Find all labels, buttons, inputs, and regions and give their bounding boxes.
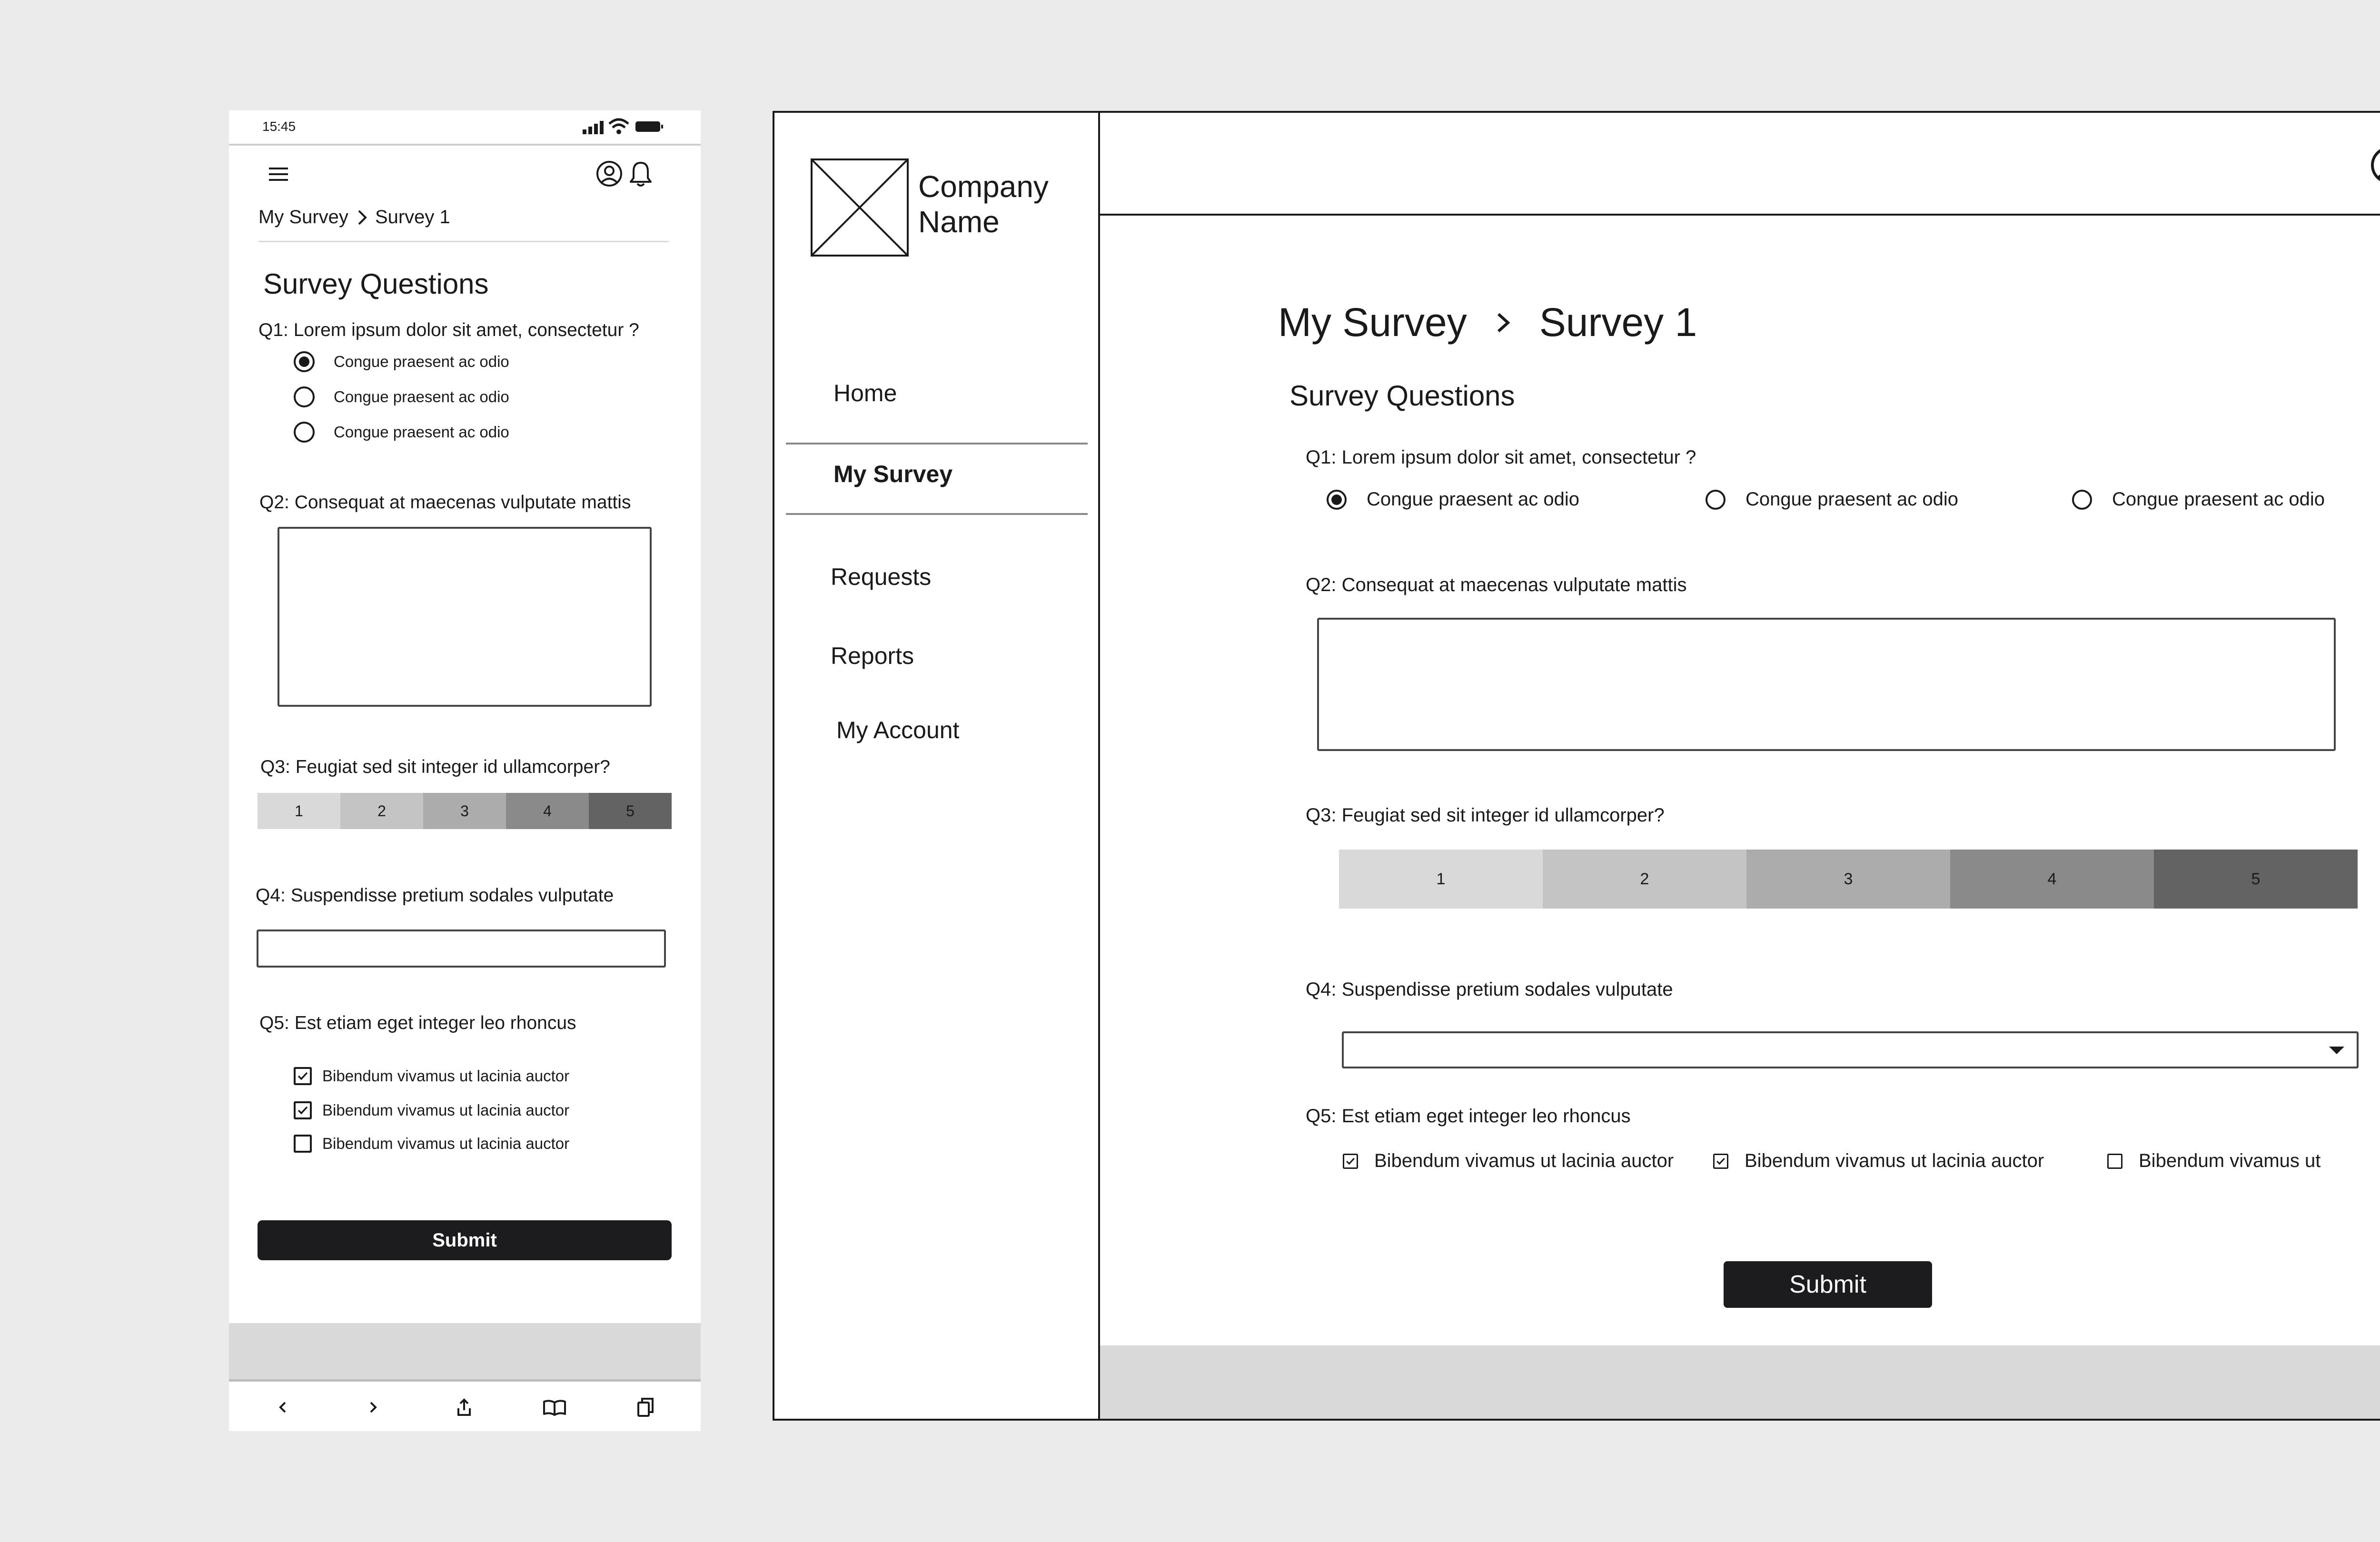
radio-option[interactable] <box>294 422 509 443</box>
question-label: Q3: Feugiat sed sit integer id ullamcorper? <box>260 757 610 777</box>
option-label: Congue praesent ac odio <box>334 388 509 405</box>
forward-icon[interactable] <box>359 1394 386 1421</box>
breadcrumb-parent[interactable]: My Survey <box>258 207 348 227</box>
rating-scale <box>1339 850 2358 909</box>
browser-toolbar <box>229 1379 701 1431</box>
submit-button[interactable]: Submit <box>1724 1261 1932 1308</box>
status-bar <box>229 110 701 146</box>
answer-dropdown[interactable] <box>1342 1031 2359 1068</box>
company-name <box>918 169 1049 239</box>
breadcrumb-current: Survey 1 <box>1539 300 1697 345</box>
breadcrumb-parent[interactable]: My Survey <box>1278 300 1467 345</box>
option-label: Congue praesent ac odio <box>334 423 509 441</box>
company-name-line1: Company <box>918 169 1049 204</box>
question-label: Q1: Lorem ipsum dolor sit amet, consectetur ? <box>258 320 639 340</box>
divider <box>258 241 669 242</box>
radio-option[interactable] <box>294 351 509 372</box>
answer-input[interactable] <box>257 929 666 968</box>
question-label: Q1: Lorem ipsum dolor sit amet, consectetur ? <box>1306 447 1696 468</box>
option-label: Congue praesent ac odio <box>1745 489 1958 510</box>
company-name-line2: Name <box>918 205 1000 239</box>
logo-placeholder <box>811 158 909 257</box>
breadcrumb <box>258 207 450 228</box>
rating-option-3[interactable]: 3 <box>1746 850 1950 909</box>
rating-scale <box>258 793 672 829</box>
radio-option[interactable] <box>294 386 509 407</box>
sidebar <box>774 113 1100 1419</box>
rating-option-2[interactable]: 2 <box>340 793 423 829</box>
check-icon <box>1715 1155 1727 1167</box>
share-icon[interactable] <box>451 1394 477 1421</box>
radio-option[interactable] <box>2072 489 2325 510</box>
user-icon[interactable] <box>2370 145 2380 185</box>
check-icon <box>296 1103 310 1117</box>
question-label: Q3: Feugiat sed sit integer id ullamcorper? <box>1306 805 1665 826</box>
option-label: Bibendum vivamus ut lacinia auctor <box>322 1101 570 1119</box>
nav-divider <box>786 513 1088 515</box>
checkbox-checked[interactable] <box>1343 1154 1358 1169</box>
checkbox-option[interactable] <box>294 1135 569 1153</box>
bell-icon[interactable] <box>628 160 654 188</box>
signal-icon <box>582 120 605 134</box>
rating-option-5[interactable]: 5 <box>589 793 672 829</box>
image-placeholder-icon <box>813 160 907 255</box>
option-label: Congue praesent ac odio <box>334 353 509 370</box>
back-icon[interactable] <box>270 1394 297 1421</box>
radio-option[interactable] <box>1706 489 1958 510</box>
option-label: Bibendum vivamus ut lacinia auctor <box>1374 1150 1674 1171</box>
footer-bar <box>1100 1345 2380 1419</box>
checkbox-option[interactable] <box>294 1067 569 1085</box>
nav-divider <box>786 443 1088 445</box>
wifi-icon <box>608 118 629 134</box>
radio-button[interactable] <box>294 386 315 407</box>
question-label: Q4: Suspendisse pretium sodales vulputate <box>256 885 614 906</box>
option-label: Congue praesent ac odio <box>2112 489 2325 510</box>
checkbox-option[interactable] <box>2107 1150 2320 1172</box>
user-icon[interactable] <box>595 160 623 188</box>
option-label: Bibendum vivamus ut lacinia auctor <box>1745 1150 2044 1171</box>
option-label: Bibendum vivamus ut lacinia auctor <box>322 1067 570 1085</box>
checkbox-option[interactable] <box>294 1101 569 1119</box>
sidebar-item-my-survey[interactable]: My Survey <box>833 461 953 487</box>
answer-textarea[interactable] <box>278 527 652 707</box>
bookmarks-icon[interactable] <box>541 1394 568 1421</box>
mobile-screen <box>229 110 701 1431</box>
desktop-screen <box>773 111 2380 1421</box>
rating-option-4[interactable]: 4 <box>506 793 589 829</box>
chevron-right-icon <box>1494 308 1513 337</box>
question-label: Q5: Est etiam eget integer leo rhoncus <box>1306 1106 1631 1127</box>
battery-icon <box>635 121 664 132</box>
tabs-icon[interactable] <box>632 1394 658 1421</box>
sidebar-item-home[interactable]: Home <box>833 380 897 406</box>
checkbox-checked[interactable] <box>1713 1154 1728 1169</box>
question-label: Q2: Consequat at maecenas vulputate mattis <box>259 492 631 513</box>
radio-button[interactable] <box>2072 490 2092 510</box>
check-icon <box>1344 1155 1357 1167</box>
page-title: Survey Questions <box>263 268 489 300</box>
status-time: 15:45 <box>262 119 296 134</box>
page-title: Survey Questions <box>1289 380 1515 412</box>
option-label: Bibendum vivamus ut lacinia auctor <box>322 1135 570 1152</box>
checkbox-checked[interactable] <box>294 1067 312 1085</box>
radio-button[interactable] <box>1706 490 1726 510</box>
rating-option-2[interactable]: 2 <box>1543 850 1746 909</box>
caret-down-icon <box>2328 1045 2345 1056</box>
rating-option-1[interactable]: 1 <box>1339 850 1543 909</box>
radio-button-selected[interactable] <box>294 351 315 372</box>
checkbox[interactable] <box>2107 1154 2122 1169</box>
radio-option[interactable] <box>1327 489 1579 510</box>
radio-button[interactable] <box>294 422 315 443</box>
browser-bar <box>229 1323 701 1379</box>
answer-textarea[interactable] <box>1317 618 2336 751</box>
rating-option-5[interactable]: 5 <box>2154 850 2358 909</box>
submit-button[interactable]: Submit <box>258 1220 672 1260</box>
menu-icon[interactable] <box>267 163 290 186</box>
radio-button-selected[interactable] <box>1327 490 1347 510</box>
sidebar-item-reports[interactable]: Reports <box>831 642 914 669</box>
checkbox-option[interactable] <box>1713 1150 2044 1172</box>
checkbox-option[interactable] <box>1343 1150 1674 1172</box>
breadcrumb <box>1278 299 1697 346</box>
question-label: Q2: Consequat at maecenas vulputate mattis <box>1306 574 1687 595</box>
chevron-right-icon <box>355 208 368 227</box>
rating-option-3[interactable]: 3 <box>423 793 506 829</box>
option-label: Bibendum vivamus ut <box>2139 1150 2321 1171</box>
question-label: Q4: Suspendisse pretium sodales vulputate <box>1306 979 1673 1000</box>
rating-option-4[interactable]: 4 <box>1950 850 2154 909</box>
sidebar-item-requests[interactable]: Requests <box>831 563 932 590</box>
question-label: Q5: Est etiam eget integer leo rhoncus <box>259 1013 576 1033</box>
checkbox-checked[interactable] <box>294 1101 312 1119</box>
checkbox[interactable] <box>294 1135 312 1153</box>
rating-option-1[interactable]: 1 <box>258 793 340 829</box>
sidebar-item-my-account[interactable]: My Account <box>836 717 960 743</box>
option-label: Congue praesent ac odio <box>1367 489 1579 510</box>
breadcrumb-current: Survey 1 <box>375 207 450 227</box>
top-header <box>1100 113 2380 216</box>
check-icon <box>296 1069 310 1083</box>
